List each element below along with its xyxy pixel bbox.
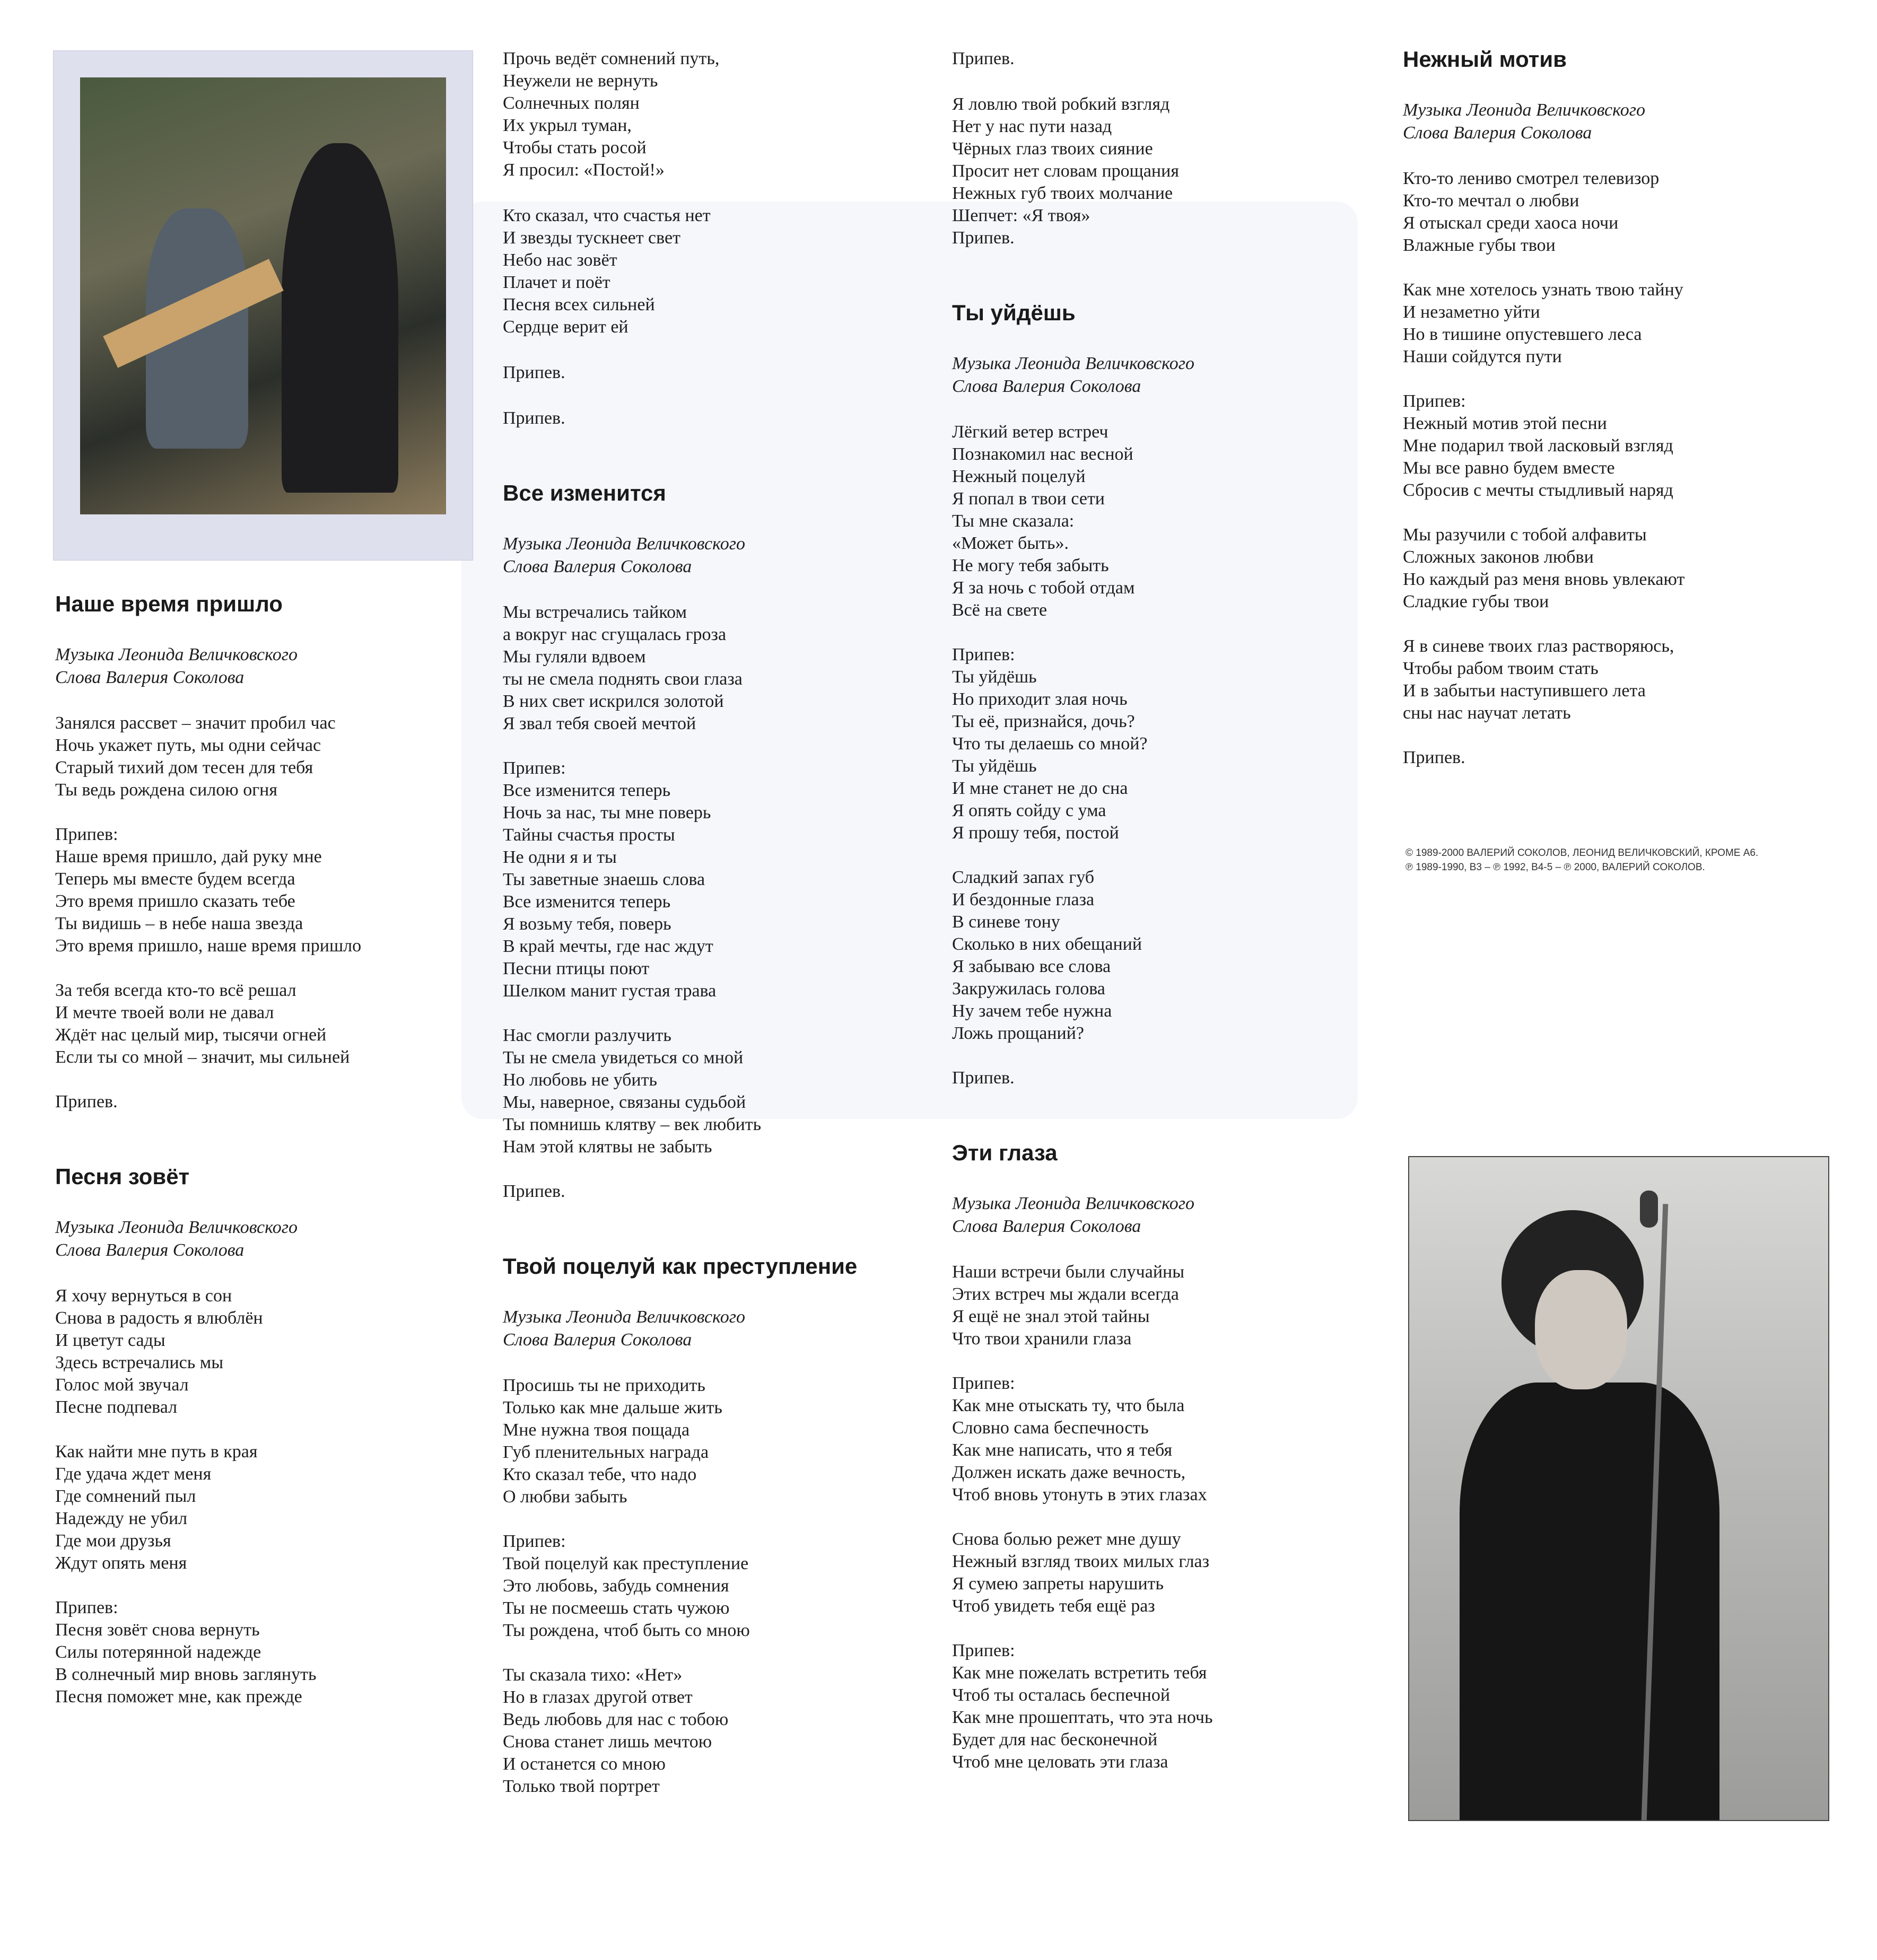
lyric-line: В синеве тону — [952, 912, 1060, 932]
stanza — [1403, 747, 1817, 769]
lyric-line: Я звал тебя своей мечтой — [503, 714, 696, 733]
lyric-line: Я в синеве твоих глаз растворяюсь, — [1403, 636, 1674, 656]
stanza — [952, 1261, 1366, 1350]
song-credits — [952, 1192, 1366, 1238]
lyric-line: Плачет и поёт — [503, 273, 610, 292]
lyric-line: Наше время пришло, дай руку мне — [55, 847, 322, 867]
song-credits — [503, 532, 916, 578]
lyric-line: Это время пришло сказать тебе — [55, 891, 295, 911]
song-title: Твой поцелуй как преступление — [503, 1254, 858, 1279]
song-block — [55, 591, 469, 1113]
lyric-line: Я попал в твои сети — [952, 489, 1105, 509]
stanza — [1403, 635, 1817, 724]
lyric-line: Я забываю все слова — [952, 957, 1111, 976]
lyrics-column-1 — [55, 591, 469, 1759]
lyric-line: Мы, наверное, связаны судьбой — [503, 1092, 746, 1112]
stanza — [1403, 390, 1817, 502]
lyric-line: Я отыскал среди хаоса ночи — [1403, 213, 1619, 233]
credit-line: Слова Валерия Соколова — [1403, 123, 1592, 143]
lyric-line: И мне станет не до сна — [952, 778, 1128, 798]
lyric-line: Кто-то мечтал о любви — [1403, 191, 1579, 211]
lyric-line: Это время пришло, наше время пришло — [55, 936, 362, 956]
lyric-line: Их укрыл туман, — [503, 116, 632, 135]
stanza — [952, 1067, 1366, 1089]
song-credits — [55, 1216, 469, 1262]
lyric-line: Ты сказала тихо: «Нет» — [503, 1665, 683, 1685]
continued-lyrics — [503, 48, 916, 430]
lyric-line: Припев: — [952, 1373, 1015, 1393]
stanza — [503, 48, 916, 181]
lyric-line: Где удача ждет меня — [55, 1464, 212, 1484]
lyric-line: И в забытьи наступившего лета — [1403, 681, 1646, 701]
lyric-line: Кто-то лениво смотрел телевизор — [1403, 169, 1660, 188]
lyric-line: Припев. — [952, 1068, 1015, 1088]
lyric-line: Губ пленительных награда — [503, 1442, 709, 1462]
lyric-line: Но в тишине опустевшего леса — [1403, 325, 1642, 344]
song-title: Эти глаза — [952, 1140, 1058, 1165]
lyric-line: Снова станет лишь мечтою — [503, 1732, 712, 1752]
stanza — [503, 1664, 916, 1798]
lyric-line: Я сумею запреты нарушить — [952, 1574, 1164, 1594]
lyrics-column-4 — [1403, 47, 1817, 820]
lyric-line: Чтоб вновь утонуть в этих глазах — [952, 1485, 1207, 1504]
lyric-line: Кто сказал тебе, что надо — [503, 1465, 697, 1484]
lyric-line: Ты заветные знаешь слова — [503, 870, 705, 889]
song-block — [1403, 47, 1817, 769]
lyric-line: Нежный поцелуй — [952, 467, 1086, 486]
lyric-line: Мы разучили с тобой алфавиты — [1403, 525, 1647, 545]
lyric-line: Твой поцелуй как преступление — [503, 1554, 749, 1573]
lyric-line: «Может быть». — [952, 533, 1069, 553]
song-lyrics — [952, 1261, 1366, 1773]
song-title: Песня зовёт — [55, 1164, 190, 1189]
credit-line: Слова Валерия Соколова — [503, 557, 692, 576]
lyric-line: Я ещё не знал этой тайны — [952, 1307, 1150, 1326]
song-lyrics — [55, 712, 469, 1113]
song-title: Ты уйдёшь — [952, 300, 1076, 325]
lyric-line: Теперь мы вместе будем всегда — [55, 869, 295, 889]
lyric-line: Где мои друзья — [55, 1531, 171, 1551]
lyric-line: Припев: — [503, 758, 566, 778]
stanza — [952, 93, 1366, 249]
stanza — [55, 1441, 469, 1574]
lyric-line: Сбросив с мечты стыдливый наряд — [1403, 480, 1673, 500]
lyric-line: Наши встречи были случайны — [952, 1262, 1185, 1282]
lyric-line: Как мне пожелать встретить тебя — [952, 1663, 1207, 1683]
lyric-line: Припев. — [55, 1092, 118, 1112]
lyric-line: Мне нужна твоя пощада — [503, 1420, 690, 1440]
lyric-line: Будет для нас бесконечной — [952, 1730, 1158, 1749]
lyric-line: Ну зачем тебе нужна — [952, 1001, 1112, 1021]
stanza — [952, 867, 1366, 1045]
lyric-line: Припев: — [55, 1598, 118, 1617]
concert-backstage-photo — [80, 77, 446, 514]
lyric-line: Припев. — [1403, 748, 1465, 767]
lyric-line: Припев. — [952, 49, 1015, 68]
lyric-line: ты не смела поднять свои глаза — [503, 669, 743, 689]
song-lyrics — [503, 601, 916, 1203]
song-lyrics — [1403, 168, 1817, 769]
lyric-line: Нежный мотив этой песни — [1403, 414, 1607, 433]
credit-line: Слова Валерия Соколова — [55, 1240, 245, 1260]
lyric-line: Припев: — [55, 825, 118, 844]
song-lyrics — [55, 1285, 469, 1708]
lyric-line: Я прошу тебя, постой — [952, 823, 1119, 843]
lyric-line: Мы все равно будем вместе — [1403, 458, 1615, 478]
lyric-line: Ты уйдёшь — [952, 667, 1037, 687]
song-block — [952, 300, 1366, 1089]
copyright-line-1: © 1989-2000 ВАЛЕРИЙ СОКОЛОВ, ЛЕОНИД ВЕЛИЧКОВСКИЙ, КРОМЕ А6. — [1405, 847, 1759, 859]
lyric-line: За тебя всегда кто-то всё решал — [55, 981, 296, 1000]
lyric-line: Припев. — [503, 363, 565, 382]
stanza — [503, 407, 916, 430]
lyric-line: Ты не смела увидеться со мной — [503, 1048, 744, 1068]
lyric-line: Ведь любовь для нас с тобою — [503, 1710, 729, 1729]
credit-line: Музыка Леонида Величковского — [1403, 100, 1645, 120]
stanza — [503, 362, 916, 384]
song-block — [55, 1164, 469, 1708]
song-title: Все изменится — [503, 480, 666, 505]
lyric-line: Припев: — [952, 645, 1015, 664]
lyric-line: Ты видишь – в небе наша звезда — [55, 914, 303, 933]
lyric-line: Ты рождена, чтоб быть со мною — [503, 1621, 750, 1640]
lyric-line: Просит нет словам прощания — [952, 161, 1179, 181]
song-title: Наше время пришло — [55, 591, 283, 616]
lyric-line: Снова болью режет мне душу — [952, 1529, 1181, 1549]
lyric-line: Ночь укажет путь, мы одни сейчас — [55, 736, 321, 755]
lyric-line: Ты не посмеешь стать чужою — [503, 1598, 730, 1618]
credit-line: Музыка Леонида Величковского — [952, 1194, 1194, 1213]
lyric-line: О любви забыть — [503, 1487, 627, 1507]
credit-line: Музыка Леонида Величковского — [55, 645, 298, 664]
lyric-line: Неужели не вернуть — [503, 71, 658, 91]
credit-line: Музыка Леонида Величковского — [952, 354, 1194, 373]
lyric-line: Наши сойдутся пути — [1403, 347, 1562, 366]
lyric-line: Ждёт нас целый мир, тысячи огней — [55, 1025, 327, 1045]
lyric-line: Должен искать даже вечность, — [952, 1463, 1186, 1482]
lyric-line: а вокруг нас сгущалась гроза — [503, 625, 727, 644]
stanza — [503, 1025, 916, 1158]
lyric-line: Припев. — [503, 1182, 565, 1201]
song-credits — [952, 352, 1366, 398]
stanza — [952, 644, 1366, 844]
stanza — [503, 205, 916, 338]
lyric-line: В край мечты, где нас ждут — [503, 937, 713, 956]
lyric-line: Сладкие губы твои — [1403, 592, 1549, 611]
lyric-line: И цветут сады — [55, 1331, 165, 1350]
song-title: Нежный мотив — [1403, 47, 1567, 72]
lyric-line: Просишь ты не приходить — [503, 1376, 705, 1395]
copyright-notice — [1405, 846, 1758, 874]
lyrics-column-3 — [952, 48, 1366, 1824]
lyric-line: Познакомил нас весной — [952, 444, 1133, 464]
lyric-line: Если ты со мной – значит, мы сильней — [55, 1047, 350, 1067]
stanza — [55, 1091, 469, 1113]
lyric-line: Как мне прошептать, что эта ночь — [952, 1708, 1213, 1727]
lyric-line: Нежных губ твоих молчание — [952, 183, 1173, 203]
lyric-line: Песня зовёт снова вернуть — [55, 1620, 260, 1640]
lyric-line: Но каждый раз меня вновь увлекают — [1403, 570, 1685, 589]
lyric-line: И мечте твоей воли не давал — [55, 1003, 274, 1022]
lyric-line: Шепчет: «Я твоя» — [952, 206, 1090, 225]
lyric-line: Нет у нас пути назад — [952, 117, 1112, 136]
lyric-line: Тайны счастья просты — [503, 825, 675, 845]
lyric-line: Мне подарил твой ласковый взгляд — [1403, 436, 1673, 456]
lyric-line: Как мне отыскать ту, что была — [952, 1396, 1185, 1415]
lyric-line: Припев: — [1403, 391, 1466, 411]
lyric-line: Кто сказал, что счастья нет — [503, 206, 711, 225]
lyric-line: Что ты делаешь со мной? — [952, 734, 1148, 754]
lyric-line: Нам этой клятвы не забыть — [503, 1137, 712, 1157]
lyric-line: В солнечный мир вновь заглянуть — [55, 1665, 317, 1684]
lyric-line: Снова в радость я влюблён — [55, 1308, 263, 1328]
lyric-line: Чтобы рабом твоим стать — [1403, 659, 1599, 678]
lyric-line: Только как мне дальше жить — [503, 1398, 722, 1418]
stanza — [503, 1180, 916, 1203]
song-block — [503, 480, 916, 1203]
lyric-line: И бездонные глаза — [952, 890, 1095, 909]
song-credits — [1403, 99, 1817, 144]
lyric-line: Что твои хранили глаза — [952, 1329, 1132, 1349]
lyric-line: Лёгкий ветер встреч — [952, 422, 1108, 442]
lyric-line: Мы встречались тайком — [503, 602, 687, 622]
lyric-line: Сколько в них обещаний — [952, 934, 1142, 954]
lyric-line: Сердце верит ей — [503, 317, 628, 337]
lyric-line: Припев. — [503, 408, 565, 428]
stanza — [55, 1285, 469, 1419]
lyric-line: Нежный взгляд твоих милых глаз — [952, 1552, 1210, 1571]
lyric-line: Нас смогли разлучить — [503, 1026, 671, 1045]
lyric-line: Всё на свете — [952, 600, 1047, 620]
stanza — [1403, 168, 1817, 257]
continued-lyrics — [952, 48, 1366, 249]
lyric-line: Я ловлю твой робкий взгляд — [952, 94, 1170, 114]
lyric-line: Словно сама беспечность — [952, 1418, 1149, 1438]
lyric-line: Чтоб ты осталась беспечной — [952, 1685, 1171, 1705]
stanza — [55, 979, 469, 1069]
lyric-line: Мы гуляли вдвоем — [503, 647, 646, 667]
lyric-line: Ночь за нас, ты мне поверь — [503, 803, 711, 822]
lyric-line: Я возьму тебя, поверь — [503, 914, 671, 934]
lyric-line: Ты уйдёшь — [952, 756, 1037, 776]
lyric-line: Где сомнений пыл — [55, 1486, 196, 1506]
lyric-line: Сложных законов любви — [1403, 547, 1594, 567]
lyric-line: Ты помнишь клятву – век любить — [503, 1115, 762, 1134]
lyric-line: Ты её, признайся, дочь? — [952, 712, 1135, 731]
song-block — [952, 1140, 1366, 1773]
lyric-line: Солнечных полян — [503, 93, 640, 113]
lyric-line: Как мне хотелось узнать твою тайну — [1403, 280, 1683, 300]
lyric-line: Все изменится теперь — [503, 892, 671, 912]
stanza — [952, 1640, 1366, 1773]
copyright-line-2: ℗ 1989-1990, В3 – ℗ 1992, В4-5 – ℗ 2000, ВАЛЕРИЙ СОКОЛОВ. — [1405, 862, 1705, 873]
lyric-line: Я хочу вернуться в сон — [55, 1286, 232, 1306]
lyric-line: Ждут опять меня — [55, 1553, 187, 1573]
lyric-line: Но приходит злая ночь — [952, 689, 1128, 709]
lyric-line: Силы потерянной надежде — [55, 1642, 261, 1662]
lyric-line: И незаметно уйти — [1403, 302, 1540, 322]
lyric-line: Надежду не убил — [55, 1509, 188, 1528]
lyric-line: Припев: — [503, 1532, 566, 1551]
lyric-line: Песне подпевал — [55, 1397, 178, 1417]
lyric-line: Ты ведь рождена силою огня — [55, 780, 277, 800]
song-lyrics — [503, 1375, 916, 1798]
lyric-line: Но любовь не убить — [503, 1070, 657, 1090]
singer-bw-photo — [1408, 1156, 1829, 1821]
lyric-line: Голос мой звучал — [55, 1375, 189, 1395]
lyric-line: Не могу тебя забыть — [952, 556, 1109, 575]
lyric-line: Это любовь, забудь сомнения — [503, 1576, 729, 1596]
song-block — [503, 1254, 916, 1798]
stanza — [503, 757, 916, 1002]
credit-line: Слова Валерия Соколова — [952, 1217, 1141, 1236]
lyric-line: И останется со мною — [503, 1754, 666, 1774]
lyric-line: И звезды тускнеет свет — [503, 228, 680, 248]
credit-line: Музыка Леонида Величковского — [55, 1218, 298, 1237]
lyric-line: Сладкий запах губ — [952, 868, 1095, 887]
credit-line: Слова Валерия Соколова — [503, 1330, 692, 1350]
lyric-line: Припев. — [952, 228, 1015, 248]
stanza — [503, 1375, 916, 1508]
lyric-line: Ложь прощаний? — [952, 1023, 1085, 1043]
lyric-line: Как найти мне путь в края — [55, 1442, 258, 1462]
lyric-line: Все изменится теперь — [503, 781, 671, 800]
stanza — [952, 48, 1366, 70]
lyric-line: Старый тихий дом тесен для тебя — [55, 758, 313, 777]
stanza — [503, 1530, 916, 1642]
stanza — [1403, 279, 1817, 368]
lyric-line: Не одни я и ты — [503, 847, 617, 867]
credit-line: Слова Валерия Соколова — [952, 377, 1141, 396]
lyric-line: Но в глазах другой ответ — [503, 1687, 693, 1707]
lyric-line: Здесь встречались мы — [55, 1353, 224, 1372]
lyric-line: Небо нас зовёт — [503, 250, 617, 270]
lyric-line: Прочь ведёт сомнений путь, — [503, 49, 720, 68]
lyric-line: Занялся рассвет – значит пробил час — [55, 713, 336, 733]
lyric-line: Чтобы стать росой — [503, 138, 647, 158]
song-credits — [503, 1306, 916, 1351]
credit-line: Музыка Леонида Величковского — [503, 1307, 745, 1327]
lyric-line: Припев: — [952, 1641, 1015, 1660]
credit-line: Музыка Леонида Величковского — [503, 534, 745, 554]
stanza — [1403, 524, 1817, 613]
stanza — [952, 421, 1366, 622]
stanza — [55, 824, 469, 957]
lyric-line: Как мне написать, что я тебя — [952, 1440, 1173, 1460]
lyrics-column-2 — [503, 48, 916, 1849]
lyric-line: Шелком манит густая трава — [503, 981, 717, 1001]
lyric-line: Чтоб увидеть тебя ещё раз — [952, 1596, 1155, 1616]
stanza — [952, 1528, 1366, 1617]
lyric-line: В них свет искрился золотой — [503, 692, 724, 711]
song-credits — [55, 643, 469, 689]
lyric-line: Влажные губы твои — [1403, 235, 1556, 255]
lyric-line: Песня поможет мне, как прежде — [55, 1687, 302, 1707]
lyric-line: Песни птицы поют — [503, 959, 650, 978]
stanza — [55, 1597, 469, 1708]
lyric-line: Ты мне сказала: — [952, 511, 1075, 531]
lyric-line: Чёрных глаз твоих сияние — [952, 139, 1153, 159]
lyric-line: Песня всех сильней — [503, 295, 655, 314]
color-photo-frame — [53, 50, 473, 561]
lyric-line: Чтоб мне целовать эти глаза — [952, 1752, 1168, 1772]
lyric-line: Я просил: «Постой!» — [503, 160, 665, 180]
lyric-line: Только твой портрет — [503, 1777, 660, 1796]
credit-line: Слова Валерия Соколова — [55, 668, 245, 687]
lyric-line: сны нас научат летать — [1403, 703, 1571, 723]
lyric-line: Этих встреч мы ждали всегда — [952, 1284, 1179, 1304]
stanza — [503, 601, 916, 735]
stanza — [952, 1372, 1366, 1506]
song-lyrics — [952, 421, 1366, 1089]
lyric-line: Я опять сойду с ума — [952, 801, 1106, 820]
lyric-line: Закружилась голова — [952, 979, 1105, 999]
stanza — [55, 712, 469, 801]
lyric-line: Я за ночь с тобой отдам — [952, 578, 1135, 598]
